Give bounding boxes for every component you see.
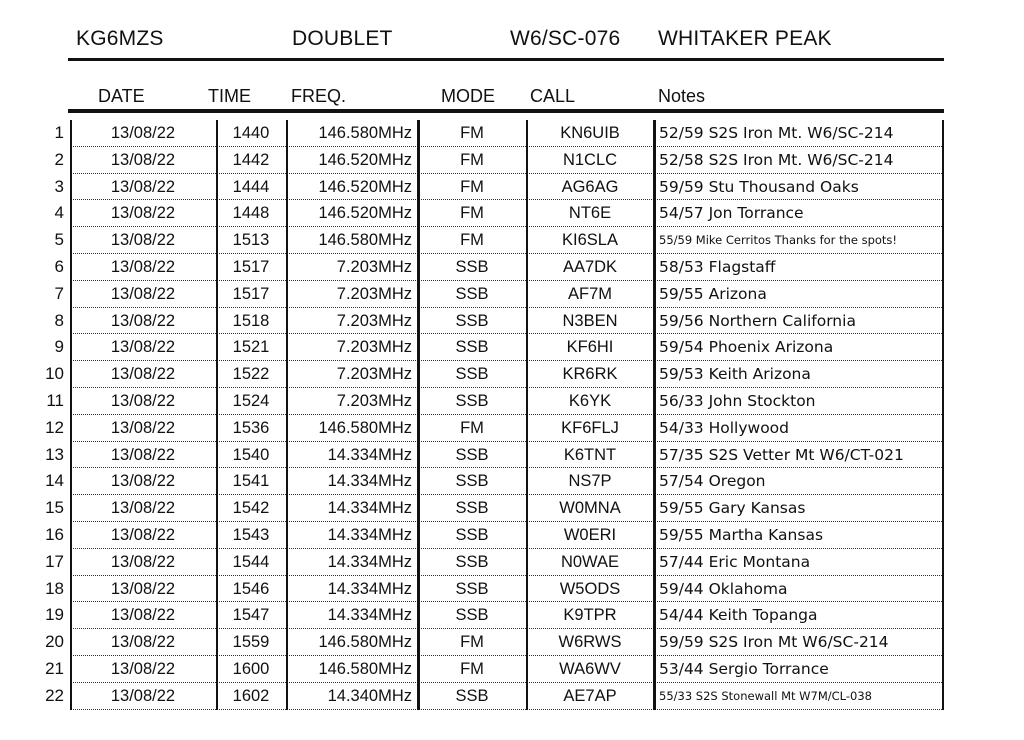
callsign-cell: W0MNA: [526, 495, 654, 522]
date-cell: 13/08/22: [70, 468, 216, 495]
frequency-cell: 7.203MHz: [286, 281, 418, 308]
mode-cell: SSB: [418, 254, 526, 281]
time-cell: 1559: [216, 629, 286, 656]
column-header-mode: MODE: [441, 86, 495, 106]
notes-cell: 57/54 Oregon: [654, 468, 942, 495]
time-cell: 1517: [216, 281, 286, 308]
callsign-cell: KR6RK: [526, 361, 654, 388]
notes-cell: 52/58 S2S Iron Mt. W6/SC-214: [654, 147, 942, 174]
date-cell: 13/08/22: [70, 522, 216, 549]
time-cell: 1600: [216, 656, 286, 683]
row-number: 22: [45, 685, 64, 705]
table-row: [40, 522, 946, 549]
date-cell: 13/08/22: [70, 254, 216, 281]
table-row: [40, 200, 946, 227]
mode-cell: SSB: [418, 334, 526, 361]
row-number: 18: [45, 578, 64, 598]
time-cell: 1521: [216, 334, 286, 361]
date-cell: 13/08/22: [70, 308, 216, 335]
time-cell: 1440: [216, 120, 286, 147]
column-divider: [942, 120, 944, 710]
date-cell: 13/08/22: [70, 602, 216, 629]
header-rule: [68, 58, 944, 61]
callsign-cell: KI6SLA: [526, 227, 654, 254]
frequency-cell: 146.580MHz: [286, 120, 418, 147]
callsign-cell: W5ODS: [526, 576, 654, 603]
time-cell: 1524: [216, 388, 286, 415]
column-header-freq: FREQ.: [291, 86, 347, 106]
mode-cell: FM: [418, 415, 526, 442]
notes-cell: 55/33 S2S Stonewall Mt W7M/CL-038: [654, 683, 942, 710]
mode-cell: FM: [418, 629, 526, 656]
mode-cell: SSB: [418, 683, 526, 710]
column-divider: [70, 120, 72, 710]
row-number: 4: [54, 203, 64, 223]
frequency-cell: 146.580MHz: [286, 415, 418, 442]
callsign-cell: K6TNT: [526, 442, 654, 469]
frequency-cell: 146.520MHz: [286, 174, 418, 201]
operator-callsign: KG6MZS: [76, 27, 164, 50]
callsign-cell: W0ERI: [526, 522, 654, 549]
table-row: [40, 683, 946, 710]
table-row: [40, 495, 946, 522]
table-row: [40, 334, 946, 361]
column-header-notes: Notes: [658, 86, 706, 106]
date-cell: 13/08/22: [70, 174, 216, 201]
callsign-cell: K9TPR: [526, 602, 654, 629]
time-cell: 1547: [216, 602, 286, 629]
table-row: [40, 227, 946, 254]
table-row: [40, 308, 946, 335]
row-number: 20: [45, 632, 64, 652]
table-row: [40, 361, 946, 388]
time-cell: 1542: [216, 495, 286, 522]
column-divider: [286, 120, 288, 710]
callsign-cell: W6RWS: [526, 629, 654, 656]
mode-cell: SSB: [418, 549, 526, 576]
frequency-cell: 7.203MHz: [286, 361, 418, 388]
time-cell: 1448: [216, 200, 286, 227]
callsign-cell: NT6E: [526, 200, 654, 227]
notes-cell: 59/56 Northern California: [654, 308, 942, 335]
table-row: [40, 576, 946, 603]
frequency-cell: 146.520MHz: [286, 147, 418, 174]
frequency-cell: 7.203MHz: [286, 254, 418, 281]
table-row: [40, 147, 946, 174]
summit-reference: W6/SC-076: [510, 27, 621, 50]
callsign-cell: N1CLC: [526, 147, 654, 174]
notes-cell: 54/57 Jon Torrance: [654, 200, 942, 227]
frequency-cell: 14.334MHz: [286, 549, 418, 576]
table-row: [40, 468, 946, 495]
time-cell: 1518: [216, 308, 286, 335]
summit-name: WHITAKER PEAK: [658, 27, 832, 50]
row-number: 15: [45, 498, 64, 518]
row-number: 5: [54, 230, 64, 250]
time-cell: 1442: [216, 147, 286, 174]
frequency-cell: 14.334MHz: [286, 522, 418, 549]
notes-cell: 59/59 S2S Iron Mt W6/SC-214: [654, 629, 942, 656]
frequency-cell: 7.203MHz: [286, 308, 418, 335]
callsign-cell: N3BEN: [526, 308, 654, 335]
frequency-cell: 146.520MHz: [286, 200, 418, 227]
mode-cell: SSB: [418, 361, 526, 388]
notes-cell: 54/44 Keith Topanga: [654, 602, 942, 629]
time-cell: 1546: [216, 576, 286, 603]
row-number: 1: [54, 123, 64, 142]
callsign-cell: N0WAE: [526, 549, 654, 576]
date-cell: 13/08/22: [70, 629, 216, 656]
notes-cell: 52/59 S2S Iron Mt. W6/SC-214: [654, 120, 942, 147]
table-row: [40, 254, 946, 281]
callsign-cell: AA7DK: [526, 254, 654, 281]
frequency-cell: 14.334MHz: [286, 576, 418, 603]
notes-cell: 56/33 John Stockton: [654, 388, 942, 415]
table-row: [40, 629, 946, 656]
date-cell: 13/08/22: [70, 281, 216, 308]
table-row: [40, 442, 946, 469]
mode-cell: SSB: [418, 602, 526, 629]
table-row: [40, 656, 946, 683]
mode-cell: SSB: [418, 442, 526, 469]
column-divider: [216, 120, 218, 710]
callsign-cell: AF7M: [526, 281, 654, 308]
date-cell: 13/08/22: [70, 227, 216, 254]
column-header-rule: [68, 109, 944, 113]
date-cell: 13/08/22: [70, 388, 216, 415]
row-number: 2: [54, 149, 64, 169]
frequency-cell: 7.203MHz: [286, 334, 418, 361]
frequency-cell: 14.334MHz: [286, 442, 418, 469]
mode-cell: FM: [418, 200, 526, 227]
column-divider: [653, 120, 656, 710]
row-number: 14: [45, 471, 64, 491]
frequency-cell: 7.203MHz: [286, 388, 418, 415]
mode-cell: SSB: [418, 281, 526, 308]
frequency-cell: 146.580MHz: [286, 656, 418, 683]
callsign-cell: KF6FLJ: [526, 415, 654, 442]
mode-cell: FM: [418, 656, 526, 683]
callsign-cell: KN6UIB: [526, 120, 654, 147]
mode-cell: SSB: [418, 522, 526, 549]
time-cell: 1517: [216, 254, 286, 281]
table-row: [40, 549, 946, 576]
table-row: [40, 174, 946, 201]
notes-cell: 59/54 Phoenix Arizona: [654, 334, 942, 361]
date-cell: 13/08/22: [70, 495, 216, 522]
mode-cell: SSB: [418, 576, 526, 603]
column-divider: [526, 120, 528, 710]
frequency-cell: 14.334MHz: [286, 495, 418, 522]
callsign-cell: WA6WV: [526, 656, 654, 683]
frequency-cell: 14.334MHz: [286, 468, 418, 495]
callsign-cell: KF6HI: [526, 334, 654, 361]
table-row: [40, 120, 946, 147]
time-cell: 1536: [216, 415, 286, 442]
mode-cell: SSB: [418, 388, 526, 415]
time-cell: 1540: [216, 442, 286, 469]
date-cell: 13/08/22: [70, 147, 216, 174]
row-number: 7: [54, 283, 64, 303]
time-cell: 1544: [216, 549, 286, 576]
row-number: 21: [45, 658, 64, 678]
column-divider: [417, 120, 420, 710]
column-header-date: DATE: [98, 86, 145, 106]
row-number: 19: [45, 605, 64, 625]
callsign-cell: AG6AG: [526, 174, 654, 201]
row-number: 11: [46, 390, 64, 410]
date-cell: 13/08/22: [70, 334, 216, 361]
row-number: 17: [45, 551, 64, 571]
time-cell: 1444: [216, 174, 286, 201]
mode-cell: SSB: [418, 308, 526, 335]
row-number: 8: [54, 310, 64, 330]
callsign-cell: AE7AP: [526, 683, 654, 710]
notes-cell: 59/44 Oklahoma: [654, 576, 942, 603]
date-cell: 13/08/22: [70, 549, 216, 576]
frequency-cell: 146.580MHz: [286, 227, 418, 254]
column-header-call: CALL: [530, 86, 576, 106]
frequency-cell: 146.580MHz: [286, 629, 418, 656]
table-row: [40, 281, 946, 308]
date-cell: 13/08/22: [70, 120, 216, 147]
notes-cell: 57/35 S2S Vetter Mt W6/CT-021: [654, 442, 942, 469]
mode-cell: FM: [418, 147, 526, 174]
time-cell: 1602: [216, 683, 286, 710]
row-number: 13: [45, 444, 64, 464]
mode-cell: SSB: [418, 495, 526, 522]
date-cell: 13/08/22: [70, 656, 216, 683]
notes-cell: 59/53 Keith Arizona: [654, 361, 942, 388]
notes-cell: 58/53 Flagstaff: [654, 254, 942, 281]
antenna-label: DOUBLET: [292, 27, 393, 50]
date-cell: 13/08/22: [70, 200, 216, 227]
row-number: 12: [45, 417, 64, 437]
mode-cell: FM: [418, 174, 526, 201]
notes-cell: 57/44 Eric Montana: [654, 549, 942, 576]
frequency-cell: 14.334MHz: [286, 602, 418, 629]
row-number: 3: [54, 176, 64, 196]
time-cell: 1522: [216, 361, 286, 388]
notes-cell: 59/59 Stu Thousand Oaks: [654, 174, 942, 201]
date-cell: 13/08/22: [70, 683, 216, 710]
row-number: 10: [45, 364, 64, 384]
notes-cell: 59/55 Martha Kansas: [654, 522, 942, 549]
notes-cell: 59/55 Gary Kansas: [654, 495, 942, 522]
row-number: 16: [45, 524, 64, 544]
frequency-cell: 14.340MHz: [286, 683, 418, 710]
date-cell: 13/08/22: [70, 361, 216, 388]
table-row: [40, 602, 946, 629]
time-cell: 1541: [216, 468, 286, 495]
date-cell: 13/08/22: [70, 442, 216, 469]
notes-cell: 55/59 Mike Cerritos Thanks for the spots!: [654, 227, 942, 254]
callsign-cell: NS7P: [526, 468, 654, 495]
column-header-time: TIME: [208, 86, 251, 106]
time-cell: 1513: [216, 227, 286, 254]
mode-cell: FM: [418, 227, 526, 254]
date-cell: 13/08/22: [70, 576, 216, 603]
mode-cell: FM: [418, 120, 526, 147]
callsign-cell: K6YK: [526, 388, 654, 415]
notes-cell: 53/44 Sergio Torrance: [654, 656, 942, 683]
table-row: [40, 388, 946, 415]
notes-cell: 54/33 Hollywood: [654, 415, 942, 442]
contact-log-table: [40, 120, 946, 710]
notes-cell: 59/55 Arizona: [654, 281, 942, 308]
time-cell: 1543: [216, 522, 286, 549]
mode-cell: SSB: [418, 468, 526, 495]
row-number: 9: [54, 337, 64, 357]
row-number: 6: [54, 256, 64, 276]
table-row: [40, 415, 946, 442]
date-cell: 13/08/22: [70, 415, 216, 442]
